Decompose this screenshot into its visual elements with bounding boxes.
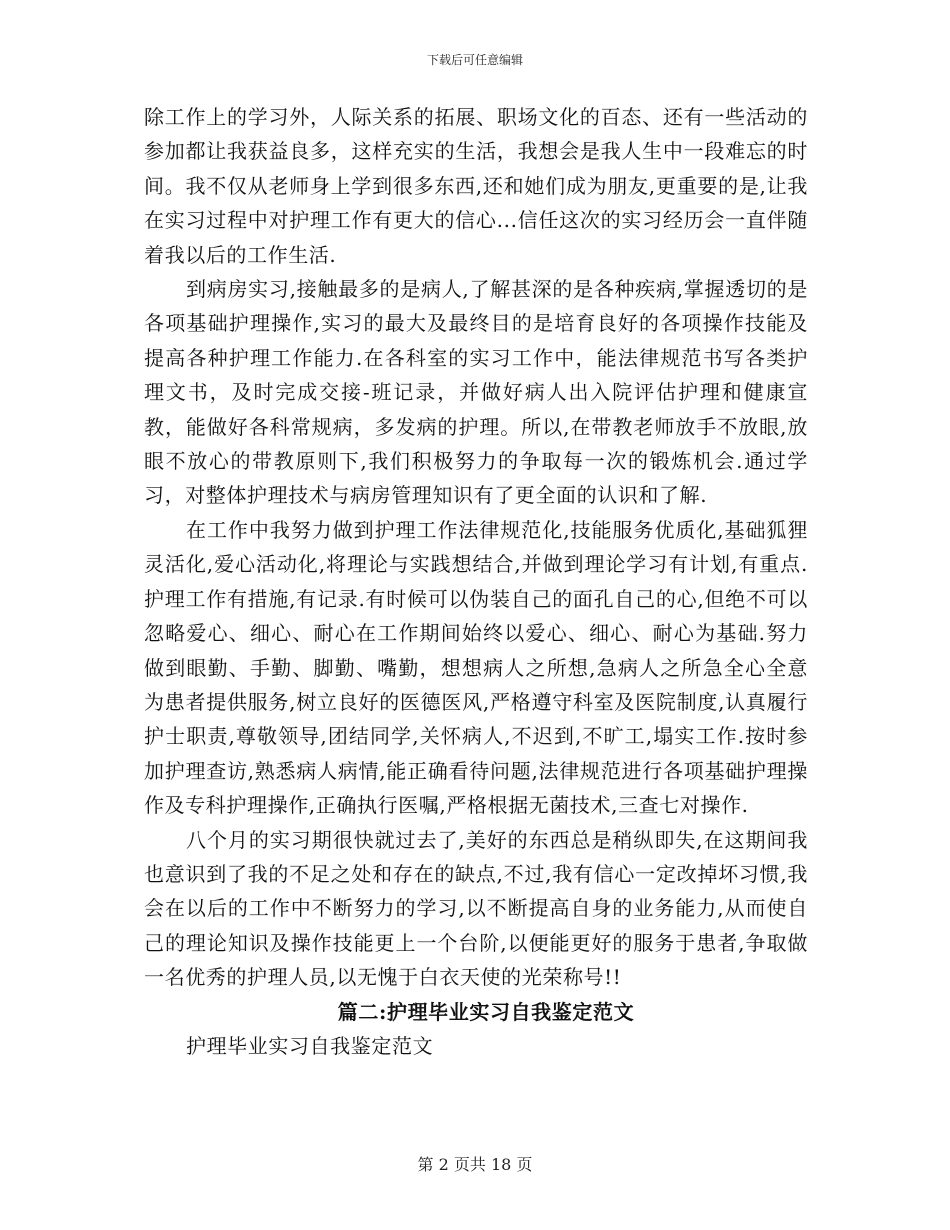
paragraph-1: 除工作上的学习外，人际关系的拓展、职场文化的百态、还有一些活动的参加都让我获益良多，这样充实的生活，我想会是我人生中一段难忘的时间。我不仅从老师身上学到很多东西,还和她们成为朋友,更重要的是,让我在实习过程中对护理工作有更大的信心...信任这次的实习经历会一直伴随着我以后的工作生活. — [144, 105, 808, 267]
section-first-line: 护理毕业实习自我鉴定范文 — [186, 1033, 434, 1058]
header-note: 下载后可任意编辑 — [426, 53, 523, 67]
document-body — [144, 100, 808, 1063]
paragraph-2: 到病房实习,接触最多的是病人,了解甚深的是各种疾病,掌握透切的是各项基础护理操作,实习的最大及最终目的是培育良好的各项操作技能及提高各种护理工作能力.在各科室的实习工作中，能法律规范书写各类护理文书，及时完成交接-班记录，并做好病人出入院评估护理和健康宣教，能做好各科常规病，多发病的护理。所以,在带教老师放手不放眼,放眼不放心的带教原则下,我们积极努力的争取每一次的锻炼机会.通过学习，对整体护理技术与病房管理知识有了更全面的认识和了解. — [144, 277, 808, 508]
paragraph-4: 八个月的实习期很快就过去了,美好的东西总是稍纵即失,在这期间我也意识到了我的不足之处和存在的缺点,不过,我有信心一定改掉坏习惯,我会在以后的工作中不断努力的学习,以不断提高自身的业务能力,从而使自己的理论知识及操作技能更上一个台阶,以便能更好的服务于患者,争取做一名优秀的护理人员,以无愧于白衣天使的光荣称号!! — [144, 827, 808, 990]
paragraph-3: 在工作中我努力做到护理工作法律规范化,技能服务优质化,基础狐狸灵活化,爱心活动化,将理论与实践想结合,并做到理论学习有计划,有重点.护理工作有措施,有记录.有时候可以伪装自己的面孔自己的心,但绝不可以忽略爱心、细心、耐心在工作期间始终以爱心、细心、耐心为基础.努力做到眼勤、手勤、脚勤、嘴勤，想想病人之所想,急病人之所急全心全意为患者提供服务,树立良好的医德医风,严格遵守科室及医院制度,认真履行护士职责,尊敬领导,团结同学,关怀病人,不迟到,不旷工,塌实工作.按时参加护理查访,熟悉病人病情,能正确看待问题,法律规范进行各项基础护理操作及专科护理操作,正确执行医嘱,严格根据无菌技术,三查七对操作. — [144, 517, 808, 818]
page-number: 第 2 页共 18 页 — [417, 1155, 533, 1174]
page-header — [0, 52, 950, 68]
section-title: 篇二:护理毕业实习自我鉴定范文 — [337, 999, 635, 1024]
page-footer — [0, 1155, 950, 1175]
